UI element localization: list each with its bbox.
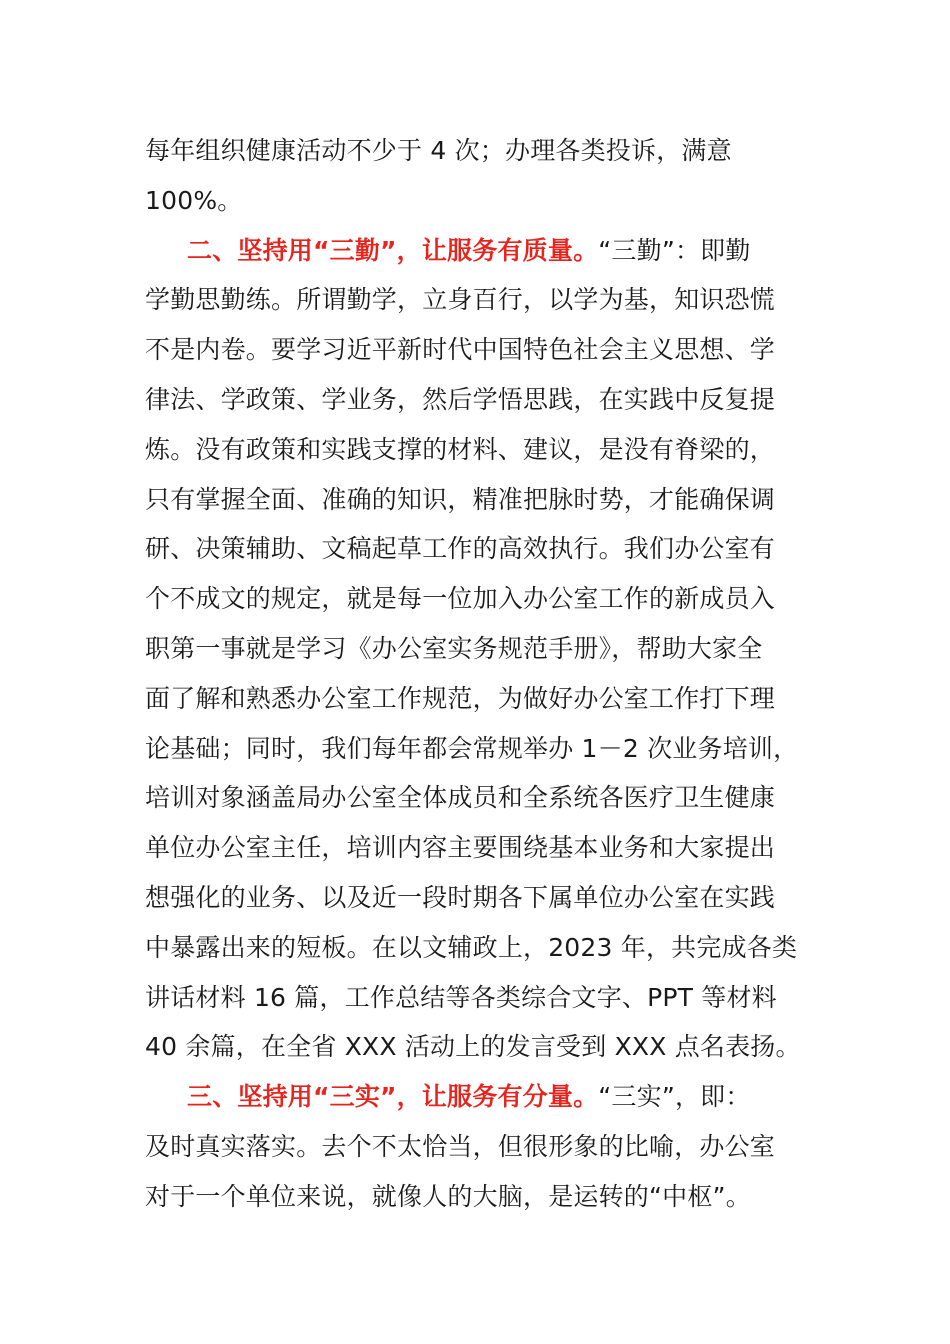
paragraph-2-first-line-text: “三勤”：即勤 [598,235,751,265]
paragraph-2-line: 炼。没有政策和实践支撑的材料、建议，是没有脊梁的， [145,434,776,464]
paragraph-2-line: 培训对象涵盖局办公室全体成员和全系统各医疗卫生健康 [145,783,776,813]
paragraph-3-line: 及时真实落实。去个不太恰当，但很形象的比喻，办公室 [145,1131,776,1161]
paragraph-2-line: 讲话材料 16 篇，工作总结等各类综合文字、PPT 等材料 [145,982,777,1012]
paragraph-2-line: 学勤思勤练。所谓勤学，立身百行，以学为基，知识恐慌 [145,285,776,315]
paragraph-1-line-2: 100%。 [145,185,243,215]
paragraph-2-line: 职第一事就是学习《办公室实务规范手册》，帮助大家全 [145,633,763,663]
paragraph-2-line: 中暴露出来的短板。在以文辅政上，2023 年，共完成各类 [145,932,798,962]
paragraph-2-line: 想强化的业务、以及近一段时期各下属单位办公室在实践 [145,882,776,912]
paragraph-2-line: 研、决策辅助、文稿起草工作的高效执行。我们办公室有 [145,534,776,564]
paragraph-2-line: 论基础；同时，我们每年都会常规举办 1－2 次业务培训， [145,733,799,763]
paragraph-2-line: 只有掌握全面、准确的知识，精准把脉时势，才能确保调 [145,484,776,514]
paragraph-2-line: 40 余篇，在全省 XXX 活动上的发言受到 XXX 点名表扬。 [145,1032,801,1062]
paragraph-2-line: 面了解和熟悉办公室工作规范，为做好办公室工作打下理 [145,683,776,713]
document-body [145,126,805,1222]
paragraph-3-first-line-text: “三实”，即： [598,1082,751,1112]
section-heading-three: 三、坚持用“三实”，让服务有分量。 [187,1082,599,1112]
paragraph-2-line: 不是内卷。要学习近平新时代中国特色社会主义思想、学 [145,335,776,365]
paragraph-2-line: 个不成文的规定，就是每一位加入办公室工作的新成员入 [145,584,776,614]
paragraph-3-line: 对于一个单位来说，就像人的大脑，是运转的“中枢”。 [145,1181,751,1211]
paragraph-1-line-1: 每年组织健康活动不少于 4 次；办理各类投诉，满意 [145,136,732,165]
paragraph-2-line: 律法、学政策、学业务，然后学悟思践，在实践中反复提 [145,384,776,414]
paragraph-2-line: 单位办公室主任，培训内容主要围绕基本业务和大家提出 [145,833,776,863]
paragraph-2-first-line [145,226,805,276]
paragraph-3-first-line [145,1072,805,1122]
section-heading-two: 二、坚持用“三勤”，让服务有质量。 [187,235,599,265]
